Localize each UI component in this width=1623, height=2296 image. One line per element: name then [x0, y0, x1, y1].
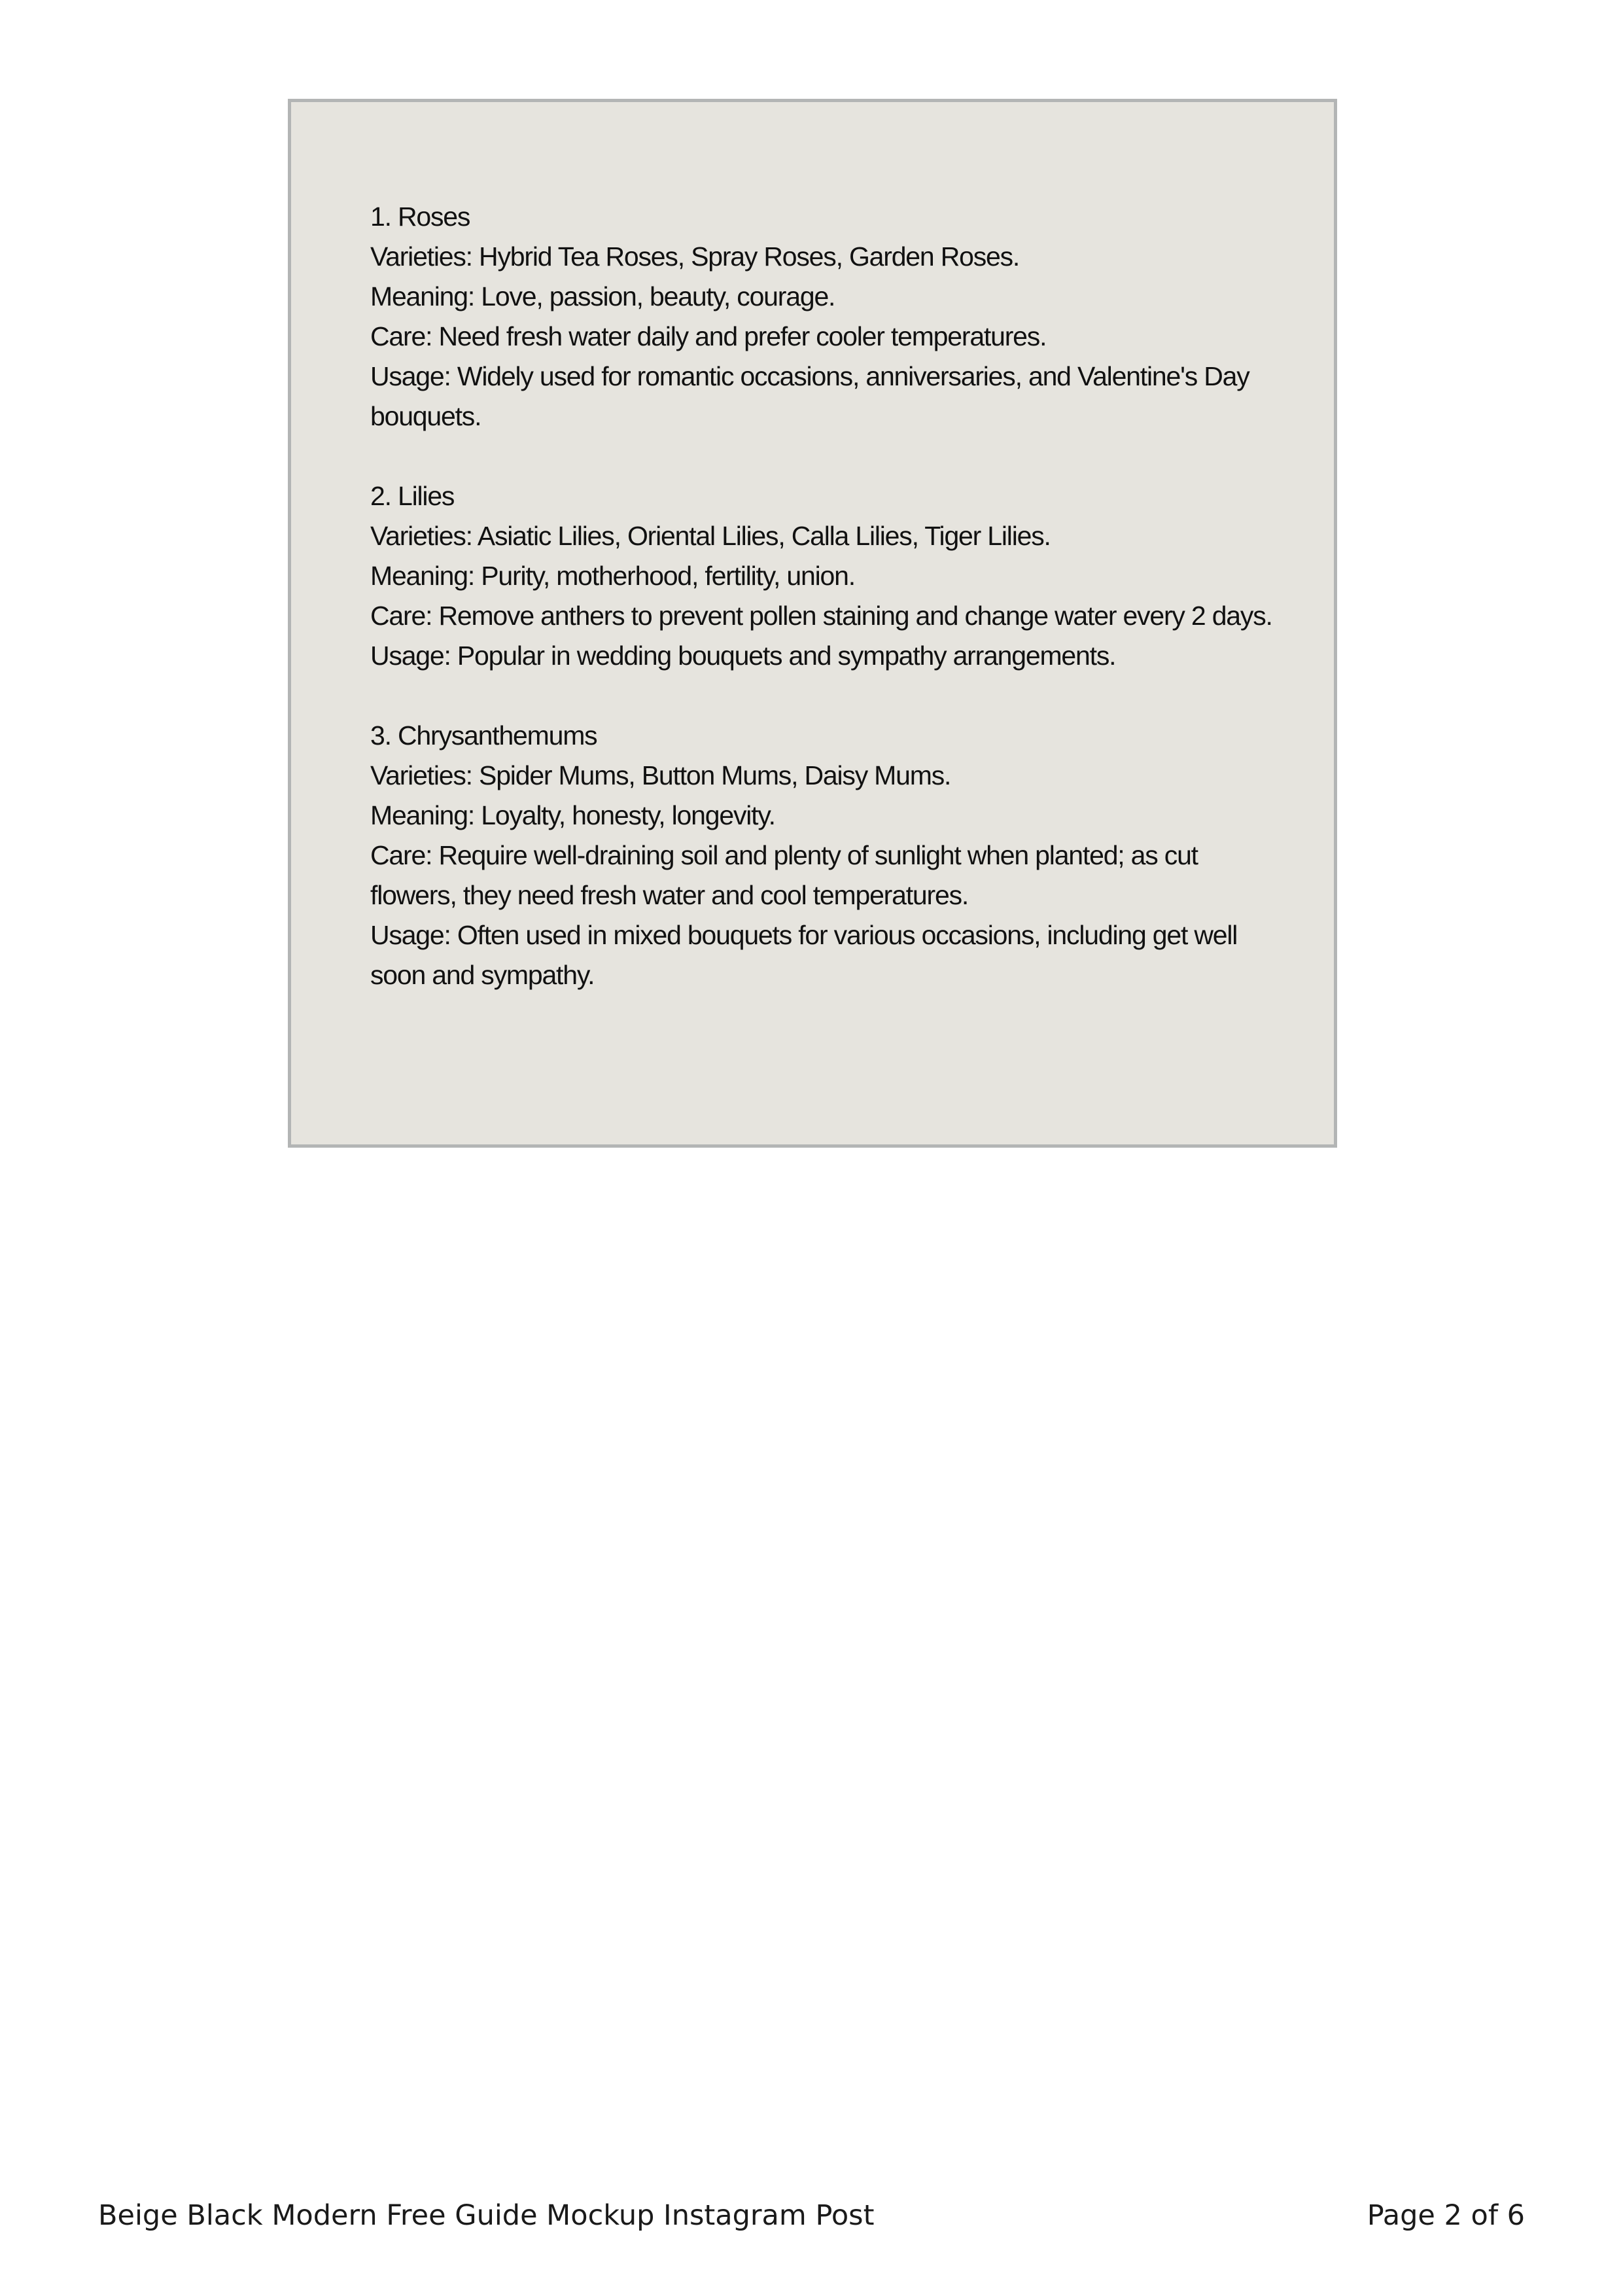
varieties-text: Varieties: Asiatic Lilies, Oriental Lilies, Calla Lilies, Tiger Lilies.: [370, 521, 1051, 551]
footer-document-title: Beige Black Modern Free Guide Mockup Instagram Post: [98, 2199, 875, 2232]
footer-page-indicator: Page 2 of 6: [1367, 2199, 1525, 2232]
flower-guide-content: [370, 197, 1273, 995]
varieties-text: Varieties: Spider Mums, Button Mums, Daisy Mums.: [370, 760, 951, 790]
meaning-text: Meaning: Loyalty, honesty, longevity.: [370, 800, 775, 830]
care-text: Care: Remove anthers to prevent pollen staining and change water every 2 days.: [370, 601, 1272, 631]
usage-text: Usage: Often used in mixed bouquets for various occasions, including get well soon and sympathy.: [370, 920, 1238, 990]
care-text: Care: Need fresh water daily and prefer cooler temperatures.: [370, 321, 1047, 351]
usage-text: Usage: Popular in wedding bouquets and sympathy arrangements.: [370, 641, 1116, 671]
section-heading: 3. Chrysanthemums: [370, 720, 597, 751]
flower-section-lilies: [370, 476, 1273, 676]
flower-guide-card: [288, 99, 1337, 1148]
meaning-text: Meaning: Purity, motherhood, fertility, union.: [370, 561, 855, 591]
usage-text: Usage: Widely used for romantic occasions, anniversaries, and Valentine's Day bouquets.: [370, 361, 1249, 431]
care-text: Care: Require well-draining soil and plenty of sunlight when planted; as cut flowers, they need fresh water and cool temperatures.: [370, 840, 1198, 910]
section-heading: 2. Lilies: [370, 481, 455, 511]
meaning-text: Meaning: Love, passion, beauty, courage.: [370, 281, 835, 311]
flower-section-chrysanthemums: [370, 716, 1273, 995]
section-heading: 1. Roses: [370, 202, 470, 232]
flower-section-roses: [370, 197, 1273, 436]
varieties-text: Varieties: Hybrid Tea Roses, Spray Roses, Garden Roses.: [370, 241, 1020, 272]
